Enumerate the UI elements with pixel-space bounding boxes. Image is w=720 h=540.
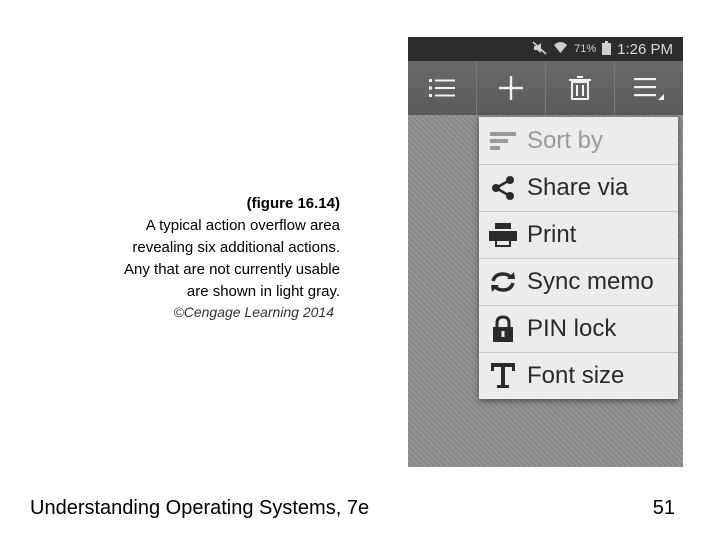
share-icon	[479, 176, 527, 200]
menu-item-label: PIN lock	[527, 315, 617, 342]
add-icon	[499, 76, 523, 100]
menu-item-sort-by[interactable]	[479, 117, 678, 164]
overflow-menu-button[interactable]	[614, 61, 683, 115]
overflow-menu	[479, 117, 678, 399]
delete-icon	[569, 76, 591, 100]
battery-percent: 71%	[574, 43, 597, 55]
book-title: Understanding Operating Systems, 7e	[30, 497, 370, 519]
menu-item-print[interactable]	[479, 211, 678, 258]
list-icon	[429, 77, 455, 99]
font-size-icon	[479, 363, 527, 389]
menu-item-label: Font size	[527, 362, 625, 389]
menu-item-label: Print	[527, 221, 577, 248]
figure-label: (figure 16.14)	[246, 195, 340, 212]
delete-button[interactable]	[545, 61, 614, 115]
figure-caption	[40, 193, 340, 321]
copyright-credit: ©Cengage Learning 2014	[173, 304, 334, 320]
caption-line: revealing six additional actions.	[132, 239, 340, 256]
menu-item-label: Sync memo	[527, 268, 654, 295]
battery-icon	[602, 41, 611, 58]
lock-icon	[479, 315, 527, 343]
sort-icon	[479, 131, 527, 151]
menu-item-font-size[interactable]	[479, 352, 678, 399]
mute-icon	[532, 41, 547, 58]
menu-item-pin-lock[interactable]	[479, 305, 678, 352]
sync-icon	[479, 271, 527, 293]
action-bar	[408, 61, 683, 115]
menu-item-sync-memo[interactable]	[479, 258, 678, 305]
caption-line: A typical action overflow area	[145, 217, 340, 234]
add-button[interactable]	[476, 61, 545, 115]
caption-line: Any that are not currently usable	[124, 261, 340, 278]
overflow-menu-icon	[634, 75, 664, 101]
menu-item-share-via[interactable]	[479, 164, 678, 211]
menu-item-label: Share via	[527, 174, 629, 201]
status-bar	[408, 37, 683, 61]
menu-item-label: Sort by	[527, 126, 604, 154]
clock: 1:26 PM	[617, 40, 673, 58]
wifi-icon	[553, 41, 568, 57]
list-button[interactable]	[408, 61, 476, 115]
phone-screenshot	[408, 37, 683, 467]
caption-line: are shown in light gray.	[186, 283, 340, 300]
page-number: 51	[652, 497, 675, 519]
print-icon	[479, 223, 527, 247]
